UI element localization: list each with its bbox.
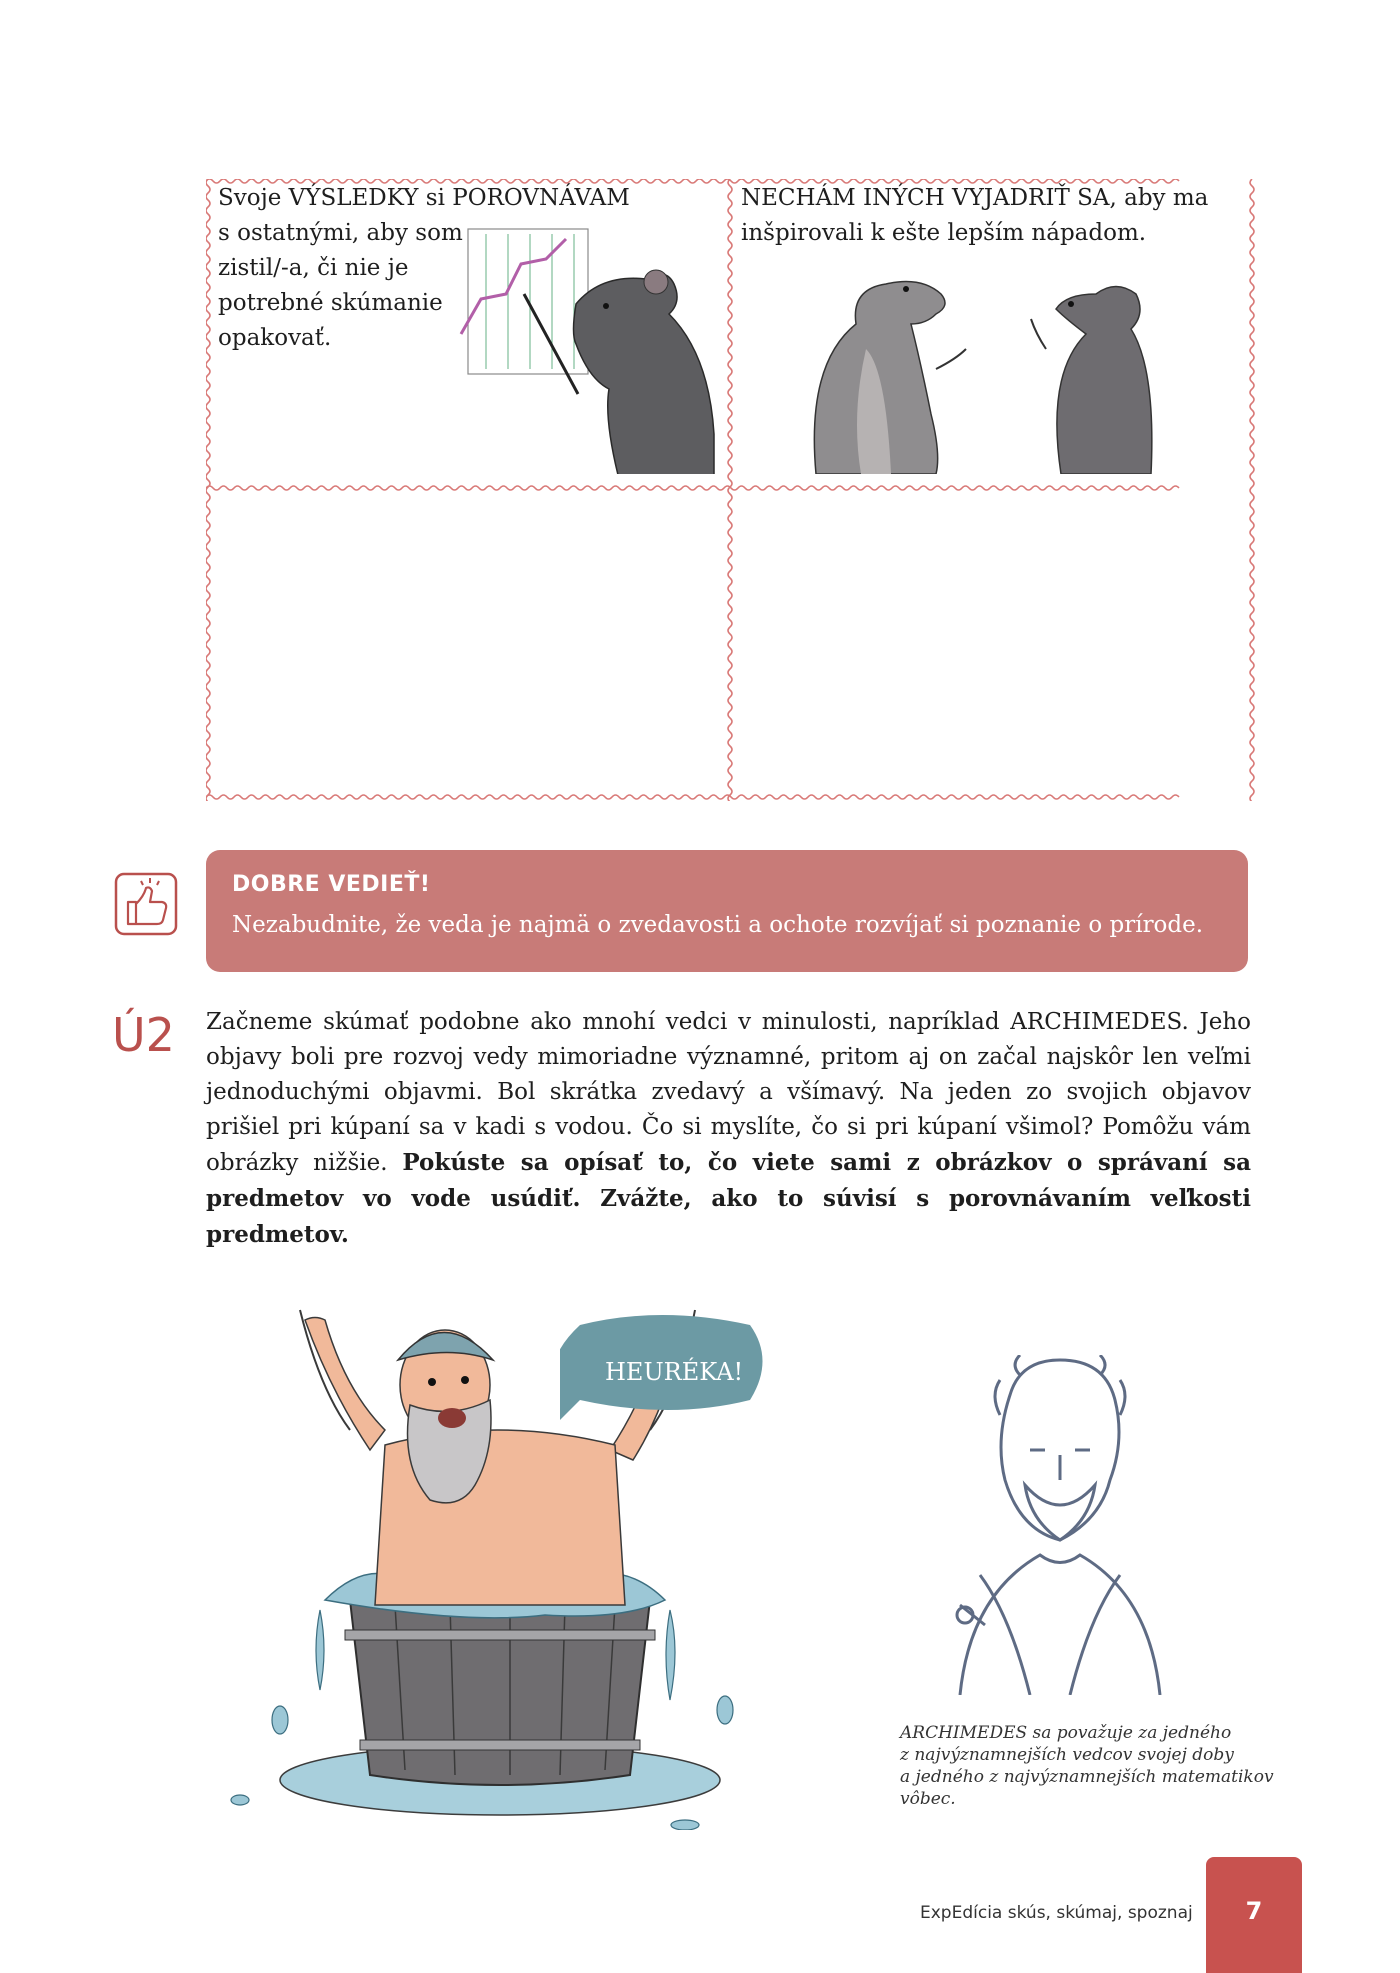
task-text-regular: Začneme skúmať podobne ako mnohí vedci v minulosti, napríklad ARCHIMEDES. Jeho objavy boli pre rozvoj vedy mimoriadne významné, pritom aj on začal najskôr len veľmi jednoduchými objavmi. Bol skrátka zvedavý a všímavý. Na jeden zo svojich objavov prišiel pri kúpaní sa v kadi s vodou. Čo si myslíte, čo si pri kúpaní všimol? Pomôžu vám obrázky nižšie.	[206, 1009, 1251, 1176]
panel-discuss-line: inšpirovali k ešte lepším nápadom.	[741, 220, 1147, 246]
tip-text: Nezabudnite, že veda je najmä o zvedavosti a ochote rozvíjať si poznanie o prírode.	[232, 912, 1204, 938]
panel-compare-line: potrebné skúmanie	[218, 290, 443, 316]
task-label: Ú2	[112, 1008, 175, 1062]
task-text-bold: Pokúste sa opísať to, čo viete sami z obrázkov o správaní sa predmetov vo vode usúdiť. Zvážte, ako to súvisí s porovnávaním veľkosti predmetov.	[206, 1149, 1251, 1248]
caption-line: ARCHIMEDES sa považuje za jedného	[900, 1723, 1232, 1743]
panel-compare-line: zistil/-a, či nie je	[218, 255, 409, 281]
archimedes-bust-drawing	[920, 1355, 1190, 1695]
panel-discuss-line: NECHÁM INÝCH VYJADRIŤ SA, aby ma	[741, 185, 1209, 211]
good-to-know-box	[206, 850, 1248, 972]
page-number-tab	[1206, 1857, 1302, 1973]
panel-compare-line: opakovať.	[218, 325, 332, 351]
page-number: 7	[1245, 1897, 1263, 1925]
speech-bubble-text: HEURÉKA!	[605, 1358, 744, 1386]
caption-line: z najvýznamnejších vedcov svojej doby	[900, 1745, 1234, 1765]
two-rats-talking-illustration	[796, 259, 1186, 474]
caption-line: a jedného z najvýznamnejších matematikov vôbec.	[900, 1767, 1274, 1809]
panel-discuss-text	[741, 181, 1208, 251]
rat-presenting-chart-illustration	[456, 224, 726, 474]
activity-grid	[206, 179, 1256, 801]
tip-title: DOBRE VEDIEŤ!	[232, 872, 431, 897]
footer-book-title: ExpEdícia skús, skúmaj, spoznaj	[920, 1903, 1193, 1923]
task-text	[206, 1005, 1251, 1253]
panel-compare-line: Svoje VÝSLEDKY si POROVNÁVAM	[218, 185, 630, 211]
thumbs-up-icon	[114, 872, 178, 936]
panel-compare-line: s ostatnými, aby som	[218, 220, 463, 246]
archimedes-caption	[900, 1722, 1320, 1810]
